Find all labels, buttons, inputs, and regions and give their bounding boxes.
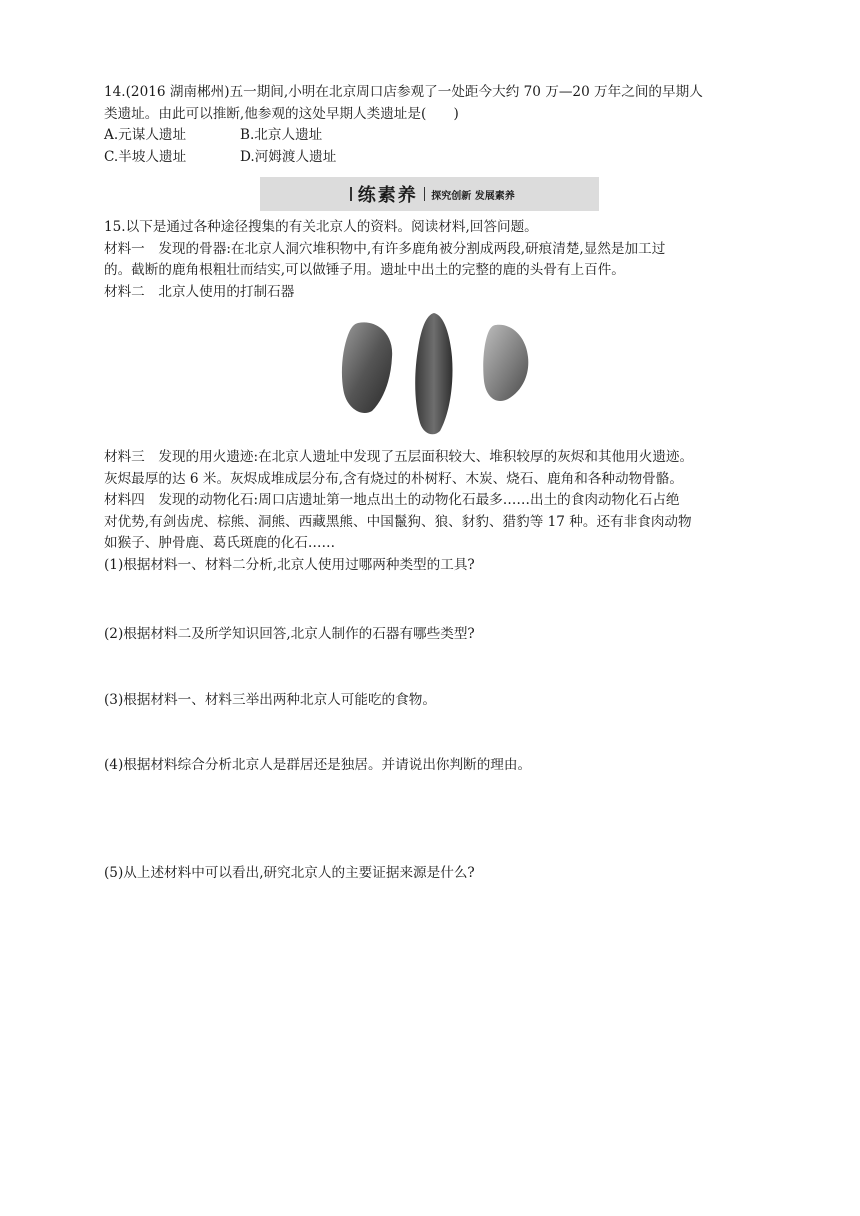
q14-option-c[interactable]: C.半坡人遗址 — [104, 148, 187, 165]
q14-options-row2 — [104, 147, 764, 169]
answer-space-3[interactable] — [104, 711, 764, 755]
sub-question-1: (1)根据材料一、材料二分析,北京人使用过哪两种类型的工具? — [104, 556, 475, 573]
material-4-line2: 对优势,有剑齿虎、棕熊、洞熊、西藏黑熊、中国鬣狗、狼、豺豹、猎豹等 17 种。还有非食肉动物 — [104, 513, 692, 530]
material-4-line1: 材料四 发现的动物化石:周口店遗址第一地点出土的动物化石最多……出土的食肉动物化石占绝 — [104, 492, 680, 508]
banner-subtitle: 探究创新 发展素养 — [431, 190, 515, 202]
material-1-line1: 材料一 发现的骨器:在北京人洞穴堆积物中,有许多鹿角被分割成两段,研痕清楚,显然是加工过 — [104, 240, 666, 257]
material-2-caption: 材料二 北京人使用的打制石器 — [104, 283, 295, 300]
q14-stem-line2: 类遗址。由此可以推断,他参观的这处早期人类遗址是( ) — [104, 105, 459, 122]
banner-divider-right — [424, 187, 426, 201]
q14-stem-line1: 14.(2016 湖南郴州)五一期间,小明在北京周口店参观了一处距今大约 70 万—20 万年之间的早期人 — [104, 84, 703, 100]
material-1-line2: 的。截断的鹿角根粗壮而结实,可以做锤子用。遗址中出土的完整的鹿的头骨有上百件。 — [104, 262, 625, 278]
sub-question-2: (2)根据材料二及所学知识回答,北京人制作的石器有哪些类型? — [104, 626, 475, 642]
section-banner — [260, 177, 599, 211]
answer-space-2[interactable] — [104, 646, 764, 690]
sub-question-5: (5)从上述材料中可以看出,研究北京人的主要证据来源是什么? — [104, 864, 475, 881]
question-14 — [104, 82, 764, 168]
worksheet-page — [104, 82, 764, 884]
q14-option-b[interactable]: B.北京人遗址 — [240, 127, 323, 143]
question-15 — [104, 217, 764, 884]
q14-option-d[interactable]: D.河姆渡人遗址 — [240, 148, 337, 165]
q14-options-row1 — [104, 125, 764, 147]
sub-question-3: (3)根据材料一、材料三举出两种北京人可能吃的食物。 — [104, 691, 436, 708]
answer-space-4[interactable] — [104, 777, 764, 863]
q15-intro: 15.以下是通过各种途径搜集的有关北京人的资料。阅读材料,回答问题。 — [104, 219, 538, 235]
answer-space-1[interactable] — [104, 576, 764, 624]
banner-divider-left — [350, 187, 352, 201]
stone-tools-image — [336, 313, 536, 437]
stone-tool-right — [483, 325, 528, 401]
stone-tool-left — [342, 322, 392, 413]
material-3-line2: 灰烬最厚的达 6 米。灰烬成堆成层分布,含有烧过的朴树籽、木炭、烧石、鹿角和各种动物骨骼。 — [104, 470, 683, 487]
banner-title: 练素养 — [357, 185, 418, 206]
stone-tool-middle — [415, 313, 452, 434]
q14-option-a[interactable]: A.元谋人遗址 — [104, 127, 187, 143]
material-4-line3: 如猴子、肿骨鹿、葛氏斑鹿的化石…… — [104, 535, 336, 551]
material-3-line1: 材料三 发现的用火遗迹:在北京人遗址中发现了五层面积较大、堆积较厚的灰烬和其他用火遗迹。 — [104, 449, 694, 465]
sub-question-4: (4)根据材料综合分析北京人是群居还是独居。并请说出你判断的理由。 — [104, 757, 532, 773]
